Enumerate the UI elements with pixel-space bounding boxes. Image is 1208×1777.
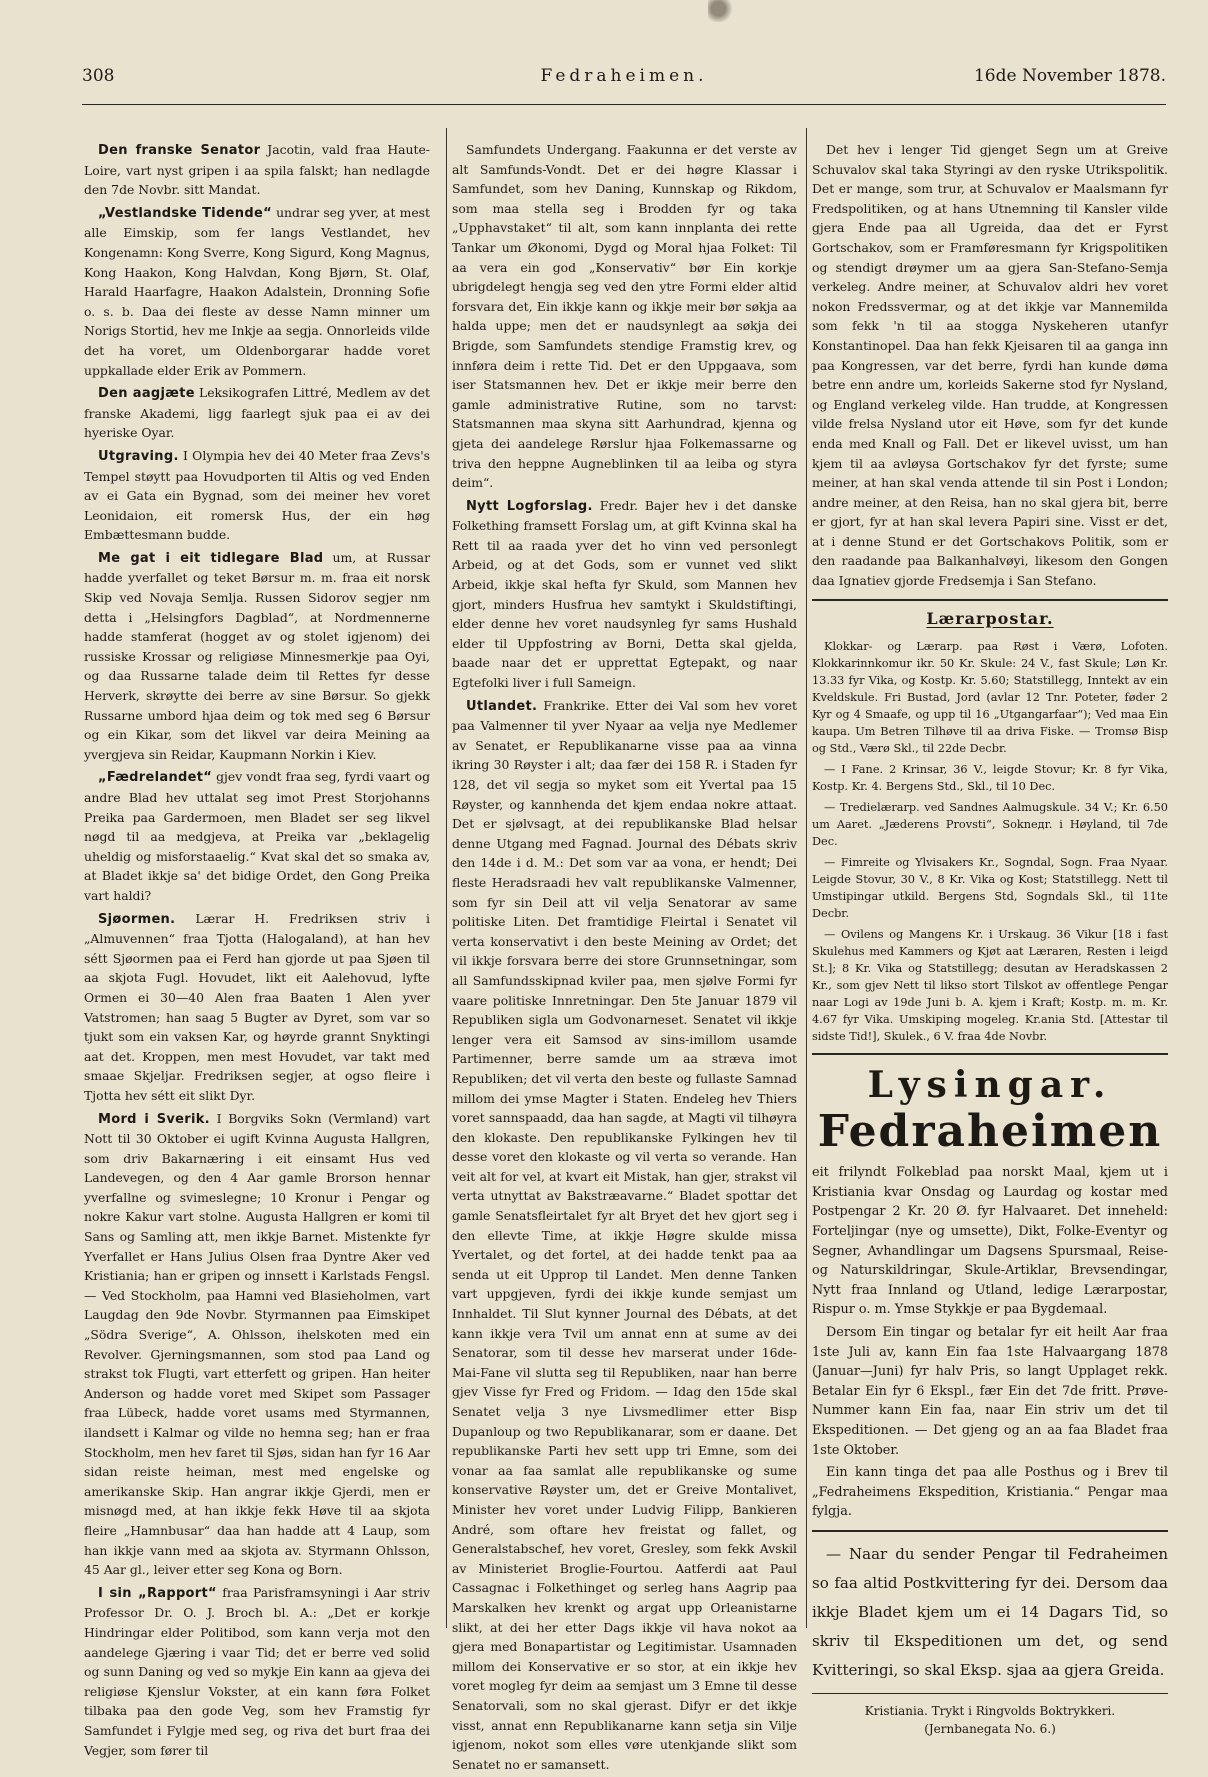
teacher-post-item: — Tredielærarp. ved Sandnes Aalmugskule. 34 V.; Kr. 6.50 um Aaret. „Jæderens Provsti“, Sokneдr. i Høyland, til 7de Dec.	[812, 801, 1168, 849]
news-item-heading: Mord i Sverik.	[98, 1111, 210, 1127]
news-item	[84, 909, 430, 1106]
section-rule	[812, 599, 1168, 601]
imprint-address: (Jernbanegata No. 6.)	[924, 1721, 1056, 1736]
ad-paragraph: Dersom Ein tingar og betalar fyr eit heilt Aar fraa 1ste Juli av, kann Ein faa 1ste Halvaargang 1878 (Januar—Juni) fyr halv Pris, so langt Upplaget rekk. Betalar Ein fyr 6 Ekspl., fær Ein det 7de fritt. Prøve-Nummer kann Ein faa, naar Ein striv um det til Ekspeditionen. — Det gjeng og an aa faa Bladet fraa 1ste Oktober.	[812, 1325, 1168, 1458]
news-item	[84, 767, 430, 905]
payment-notice: — Naar du sender Pengar til Fedraheimen so faa altid Postkvittering fyr dei. Dersom daa ikkje Bladet kjem um ei 14 Dagars Tid, so skriv til Ekspeditionen um det, og send Kvitteringi, so skal Eksp. sjaa aa gjera Greida.	[812, 1544, 1168, 1679]
imprint-printer: Kristiania. Trykt i Ringvolds Boktrykkeri.	[864, 1703, 1116, 1718]
advertisements-title: Lysingar.	[867, 1064, 1113, 1107]
teacher-post-item: — Fimreite og Ylvisakers Kr., Sogndal, Sogn. Fraa Nyaar. Leigde Stovur, 30 V., 8 Kr. Vika og Kost; Statstillegg. Nett til Umstipingar utkild. Bergens Std, Sogndals Skl., til 11te Decbr.	[812, 856, 1168, 921]
teacher-post-item: — Ovilens og Mangens Kr. i Urskaug. 36 Vikur [18 i fast Skulehus med Kammers og Kjøt aat Læraren, Resten i leigd St.]; 8 Kr. Vika og Statstillegg; desutan av Heradskassen 2 Kr., som gjev Nett til likso stort Tilskot av offentlege Pengar naar Logi av 19de Juni b. A. kjem i Kraft; Kostp. m. m. Kr. 4.67 fyr Vika. Umskiping mogeleg. Kr.ania Std. [Attestar til sidste Tid!], Skulek., 6 V. fraa 4de Novbr.	[812, 928, 1168, 1044]
section-rule	[812, 1530, 1168, 1532]
news-item	[452, 496, 797, 693]
column-1	[84, 140, 430, 1763]
advertisement-body	[812, 1163, 1168, 1522]
news-item	[84, 1109, 430, 1580]
news-item-text: gjev vondt fraa seg, fyrdi vaart og andre Blad hev uttalat seg imot Prest Storjohanns Preika paa Gardermoen, men Bladet ser seg likvel nøgd til aa medgjeva, at Preika var „beklagelig uheldig og misforstaaelig.“ Kvat skal det so smaka av, at Bladet ikkje sa' det bidige Ordet, den Gong Preika vart haldi?	[84, 769, 430, 903]
column-3	[812, 140, 1168, 1738]
section-rule	[812, 1693, 1168, 1694]
news-item	[84, 548, 430, 765]
news-item-text: fraa Parisframsyningi i Aar striv Professor Dr. O. J. Broch bl. A.: „Det er korkje Hindringar elder Politibod, som kann verja mot den aandelege Gjæring i vaar Tid; det er berre ved solid og sunn Daning og ved so mykje Ein kann aa gjeva dei religiøse Kjenslur Vokster, at ein kann føra Folket tilbaka paa den gode Veg, som hev Framstig fyr Samfundet i Fylgje med seg, og riva det burt fraa dei Vegjer, som fører til	[84, 1584, 430, 1758]
page-header	[82, 62, 1166, 92]
news-item-heading: „Fædrelandet“	[98, 770, 213, 786]
news-item-text: I Borgviks Sokn (Vermland) vart Nott til 30 Oktober ei ugift Kvinna Augusta Hallgren, som driv Bakarnæring i eit einsamt Hus ved Landevegen, og den 4 Aar gamle Brorson hennar yverfallne og svimeslegne; 10 Kronur i Pengar og nokre Kakur vart stolne. Augusta Hallgren er komi til Sans og Samling att, men ikkje Barnet. Mistenkte fyr Yverfallet er Hans Julius Olsen fraa Dyntre Aker ved Kristiania; han er gripen og innsett i Karlstads Fengsl. — Ved Stockholm, paa Hamni ved Blasieholmen, vart Laugdag den 9de Novbr. Styrmannen paa Eimskipet „Södra Sverige“, A. Ohlsson, ihelskoten med ein Revolver. Gjerningsmannen, som stod paa Land og strakst tok Flugti, vart etterfett og gripen. Han heiter Anderson og hadde voret med Skipet som Passager fraa Lübeck, hadde voret usams med Styrmannen, ilandsett i Kalmar og vilde no hemna seg; han er fraa Stockholm, men hev faret til Sjøs, sidan han fyr 16 Aar sidan reiste heiman, mest med engelske og amerikanske Skip. Han angrar ikkje Gjerdi, men er misnøgd med, at han ikkje fekk Høve til aa skjota fleire „Hamnbusar“ daa han hadde att 4 Laup, som han ikkje vann med aa skjota av. Styrmann Ohlsson, 45 Aar gl., leiver etter seg Kona og Born.	[84, 1110, 430, 1578]
teacher-posts-title: Lærarpostar.	[926, 608, 1054, 628]
ad-paragraph: eit frilyndt Folkeblad paa norskt Maal, kjem ut i Kristiania kvar Onsdag og Laurdag og kostar med Postpengar 2 Kr. 20 Ø. fyr Halvaaret. Det inneheld: Forteljingar (nye og umsette), Dikt, Folke-Eventyr og Segner, Avhandlingar um Dagsens Spursmaal, Reise- og Naturskildringar, Skule-Artiklar, Brevsendingar, Nytt fraa Innland og Utland, ledige Lærarpostar, Rispur o. m. Ymse Stykkje er paa Bygdemaal.	[812, 1165, 1168, 1318]
news-item	[84, 140, 430, 200]
news-item-heading: Nytt Logforslag.	[466, 498, 593, 514]
news-item-text: Leksikografen Littré, Medlem av det franske Akademi, ligg faarlegt sjuk paa ei av dei hyeriske Oyar.	[84, 385, 430, 441]
news-item-text: um, at Russar hadde yverfallet og teket Børsur m. m. fraa eit norsk Skip ved Novaja Semlja. Russen Sidorov segjer nm detta i „Helsingfors Dagblad“, at Nordmennerne hadde stamferat (hogget av og stolet igjenom) dei russiske Krossar og religiøse Minnesmerkje paa Oyi, og daa Russarne talade deim til Rettes fyr desse Herverk, skrøytte dei berre av sine Børsur. So gjekk Russarne umbord hjaa deim og tok med seg 6 Børsur og ein Kikar, som det likvel var deira Meining aa yvergjeva sin Reidar, Kaupmann Norkin i Kiev.	[84, 549, 430, 762]
teacher-post-item: — I Fane. 2 Krinsar, 36 V., leigde Stovur; Kr. 8 fyr Vika, Kostp. Kr. 4. Bergens Std., Skl., til 10 Dec.	[812, 763, 1168, 794]
news-item-text: Jacotin, vald fraa Haute-Loire, vart nyst gripen i aa spila falskt; han nedlagde den 7de Novbr. sitt Mandat.	[84, 142, 430, 198]
imprint	[812, 1702, 1168, 1738]
teacher-posts-list	[812, 638, 1168, 1045]
masthead-title: Fedraheimen.	[540, 66, 708, 86]
news-item-text: Frankrike. Etter dei Val som hev voret paa Valmenner til yver Nyaar aa velja nye Medlemer av Senatet, er Republikanarne visse paa aa vinna ikring 30 Røyster i alt; daa fær dei 158 R. i Staden fyr 128, det vil segja so myket som eit Yvertal paa 15 Røyster, og kannhenda det kjem endaa nokre attaat. Det er sjølvsagt, at dei republikanske Blad helsar denne Utgang med Fagnad. Journal des Débats skriv den 14de i d. M.: Det som var aa vona, er hendt; Dei fleste Heradsraadi hev valt republikanske Valmenner, som fyr sin Deil att vil velja Senatorar av same politiske Liten. Det framtidige Fleirtal i Senatet vil verta konservativt i den beste Meining av Ordet; det vil ikkje forsvara berre dei store Grunnsetningar, som all Samfundsskipnad kviler paa, men sjølve Formi fyr vaare politiske Innretningar. Den 5te Januar 1879 vil Republiken sigla um Godvonarneset. Senatet vil ikkje lenger vera eit Samsod av sins-imillom usamde Partimenner, berre samde um aa stræva imot Republiken; det vil verta den beste og fullaste Samnad millom dei ymse Magter i Staten. Endeleg hev Thiers voret sannspaadd, daa han sagde, at Magti vil tilhøyra den klokaste. Den republikanske Fylkingen hev til desse voret den klokaste og vil verta so verande. Han veit alt for vel, at kvart eit Mistak, han gjer, strakst vil verta utnyttat av Bakstræavarne.“ Bladet spottar det gamle Senatsfleirtalet fyr alt Bryet det hev gjort seg i den ellevte Time, at ikkje Høgre skulde missa Yvertalet, og det fortel, at dei hadde tenkt paa aa senda ut eit Upprop til Landet. Men denne Tanken vart uppgjeven, fyrdi dei ikkje kunde semjast um Innhaldet. Til Slut kynner Journal des Débats, at det kann ikkje vera Tvil um annat enn at sume av dei Senatorar, som til desse hev marserat under 16de-Mai-Fane vil slutta seg til Republiken, naar han berre gjev Visse fyr Fred og Fridom. — Idag den 15de skal Senatet velja 3 nye Livsmedlimer etter Bisp Dupanloup og two Republikanarar, som er daane. Det republikanske Parti hev sett upp tri Emne, som dei vonar aa faa samlat alle republikanske og sume konservative Røyster um, det er Greive Montalivet, Minister hev voret under Ludvig Filipp, Bankieren André, som oftare hev freistat og fallet, og Generalstabschef, hev voret, Gresley, som fekk Avskil av Ministeriet Broglie-Fourtou. Aatferdi aat Paul Cassagnac i Folkethinget og serleg hans Aagrip paa Marskalken hev krenkt og argat upp Orleanistarne slikt, at dei her etter Dags ikkje vil hava nokot aa gjera med Bonapartistar og Legitimistar. Usamnaden millom dei Konservative er so stor, at ein ikkje hev voret mogleg fyr deim aa semjast um 3 Emne til desse Senatorvali, som no skal gjerast. Difyr er det ikkje visst, annat enn Republikanarne kann setja sin Vilje igjenom, nokot som elles vøre utenkjande slikt som Senatet no er samansett.	[452, 697, 797, 1772]
news-item	[452, 696, 797, 1775]
news-item-text: Lærar H. Fredriksen striv i „Almuvennen“ fraa Tjotta (Halogaland), at han hev sétt Sjøormen paa ei Ferd han gjorde ut paa Sjøen til aa skjota Fugl. Hovudet, likt eit Aalehovud, lyfte Ormen ei 30—40 Alen fraa Baaten 1 Alen yver Vatstromen; han saag 5 Bugter av Dyret, som var so tjukt som ein vaksen Kar, og høyrde grannt Snyktingi aat det. Kroppen, men mest Hovudet, var takt med smaae Skjeljar. Fredriksen segjer, at ogso fleire i Tjotta hev sétt eit slikt Dyr.	[84, 910, 430, 1103]
news-item-heading: „Vestlandske Tidende“	[98, 205, 272, 221]
news-item	[84, 446, 430, 545]
news-item-heading: Utgraving.	[98, 448, 179, 464]
news-item-heading: I sin „Rapport“	[98, 1585, 217, 1601]
ad-newspaper-name: Fedraheimen	[817, 1106, 1163, 1158]
news-item-text: undrar seg yver, at mest alle Eimskip, som fer langs Vestlandet, hev Kongenamn: Kong Sverre, Kong Sigurd, Kong Magnus, Kong Haakon, Kong Halvdan, Kong Bjørn, St. Olaf, Harald Haarfagre, Haakon Adalstein, Dronning Sofie o. s. b. Daa dei fleste av desse Namn minner um Norigs Stortid, hev me Inkje aa segja. Onnorleids vilde det ha voret, um Oldenborgarar hadde voret uppkallade elder Erik av Pommern.	[84, 204, 430, 378]
ad-paragraph: Ein kann tinga det paa alle Posthus og i Brev til „Fedraheimens Ekspedition, Kristiania.“ Pengar maa fylgja.	[812, 1465, 1168, 1520]
page-number: 308	[82, 66, 115, 86]
section-rule	[812, 1053, 1168, 1055]
news-item	[84, 383, 430, 443]
news-item-heading: Den aagjæte	[98, 386, 195, 402]
teacher-post-item: Klokkar- og Lærarp. paa Røst i Værø, Lofoten. Klokkarinnkomur ikr. 50 Kr. Skule: 24 V., fast Skule; Løn Kr. 13.33 fyr Vika, og Kostp. Kr. 5.60; Statstillegg, Inntekt av ein Kveldskule. Fri Bustad, Jord (avlar 12 Tnr. Poteter, føder 2 Kyr og 4 Smaafe, og upp til 16 „Utgangarfaar“); Ved maa Ein kaupa. Um Betren Tilhøve til aa driva Fiske. — Tromsø Bisp og Std., Værø Skl., til 22de Decbr.	[812, 640, 1168, 756]
column-divider	[446, 128, 447, 1628]
issue-date: 16de November 1878.	[973, 66, 1166, 86]
column-divider	[806, 128, 807, 1628]
news-item-text: Fredr. Bajer hev i det danske Folkething framsett Forslag um, at gift Kvinna skal ha Rett til aa raada yver det ho vinn ved personlegt Arbeid, og at det Gods, som er vunnet ved slikt Arbeid, ikkje skal hefta fyr Skuld, som Mannen hev gjort, minders Husfrua hev samtykt i Skuldstiftingi, elder denne hev voret naudsynleg fyr sams Hushald elder til Uppfostring av Borni, Detta skal gjelda, baade naar det er upprettat Egtepakt, og naar Egtefolki liver i full Sameign.	[452, 497, 797, 691]
news-item	[84, 203, 430, 380]
news-item-text: I Olympia hev dei 40 Meter fraa Zevs's Tempel støytt paa Hovudporten til Altis og ved Enden av ei Gata ein Bygnad, som dei meiner hev voret Leonidaion, eit romersk Hus, der ein høg Embættesmann budde.	[84, 447, 430, 543]
news-item-heading: Den franske Senator	[98, 143, 261, 158]
paper-stain	[708, 0, 734, 22]
schuvalov-article: Det hev i lenger Tid gjenget Segn um at Greive Schuvalov skal taka Styringi av den ryske Utrikspolitik. Det er mange, som trur, at Schuvalov er Maalsmann fyr Fredspolitiken, og at hans Utnemning til Kansler vilde gjera Ende paa all Ugreida, daa det er Fyrst Gortschakov, som er Framføresmann fyr Krigspolitiken og stendigt drøymer um aa gjera San-Stefano-Semja verkeleg. Andre meiner, at Schuvalov aldri hev voret nokon Fredssvermar, og at det ikkje var Mannemilda som fekk 'n til aa stogga Nyskeheren utanfyr Konstantinopel. Daa han fekk Kjeisaren til aa ganga inn paa Kongressen, var det berre, fyrdi han kunde døma betre enn andre um, korleids Sakerne stod fyr Nysland, og England verkeleg vilde. Han trudde, at Kongressen vilde frelsa Nysland utor eit Høve, som fyr det kunde enda med Knall og Fall. Det er likevel uvisst, um han kjem til aa avløysa Gortschakov fyr det fyrste; sume meiner, at han skal venda attende til sin Post i London; andre meiner, at den Reisa, han no skal gjera bit, berre er gjort, fyr at han skal levera Papiri sine. Visst er det, at i denne Stund er det Gortschakovs Politik, som er den raadande paa Balkanhalvøyi, likesom den Gongen daa Ignatiev gjorde Fredsemja i San Stefano.	[812, 142, 1168, 589]
news-item-heading: Utlandet.	[466, 698, 538, 714]
news-item-heading: Sjøormen.	[98, 911, 176, 927]
news-item-heading: Me gat i eit tidlegare Blad	[98, 550, 324, 566]
news-item	[84, 1583, 430, 1760]
column-2	[452, 140, 797, 1777]
news-item	[452, 140, 797, 493]
header-rule	[82, 104, 1166, 105]
news-item-text: Samfundets Undergang. Faakunna er det verste av alt Samfunds-Vondt. Det er dei høgre Klassar i Samfundet, som hev Daning, Kunnskap og Rikdom, som maa stella seg i Brodden fyr og taka „Upphavstaket“ til alt, som kann innplanta dei rette Tankar um Økonomi, Dygd og Moral hjaa Folket: Til aa vera ein god „Konservativ“ bør Ein korkje ubrigdelegt hengja seg ved den ytre Formi elder altid forsvara det, Ein ikkje kann og ikkje meir bør søkja aa halda uppe; men det er naudsynlegt aa søkja dei Brigde, som Samfundets stendige Framstig krev, og innføra deim i rette Tid. Det er den Uppgaava, som iser Statsmannen hev. Det er ikkje meir berre den gamle administrative Rutine, som no tarvst: Statsmannen maa skyna sitt Aarhundrad, kjenna og gjeta dei aandelege Rørslur hjaa Folkemassarne og triva den heppne Augneblinken til aa leiba og styra deim“.	[452, 142, 797, 491]
